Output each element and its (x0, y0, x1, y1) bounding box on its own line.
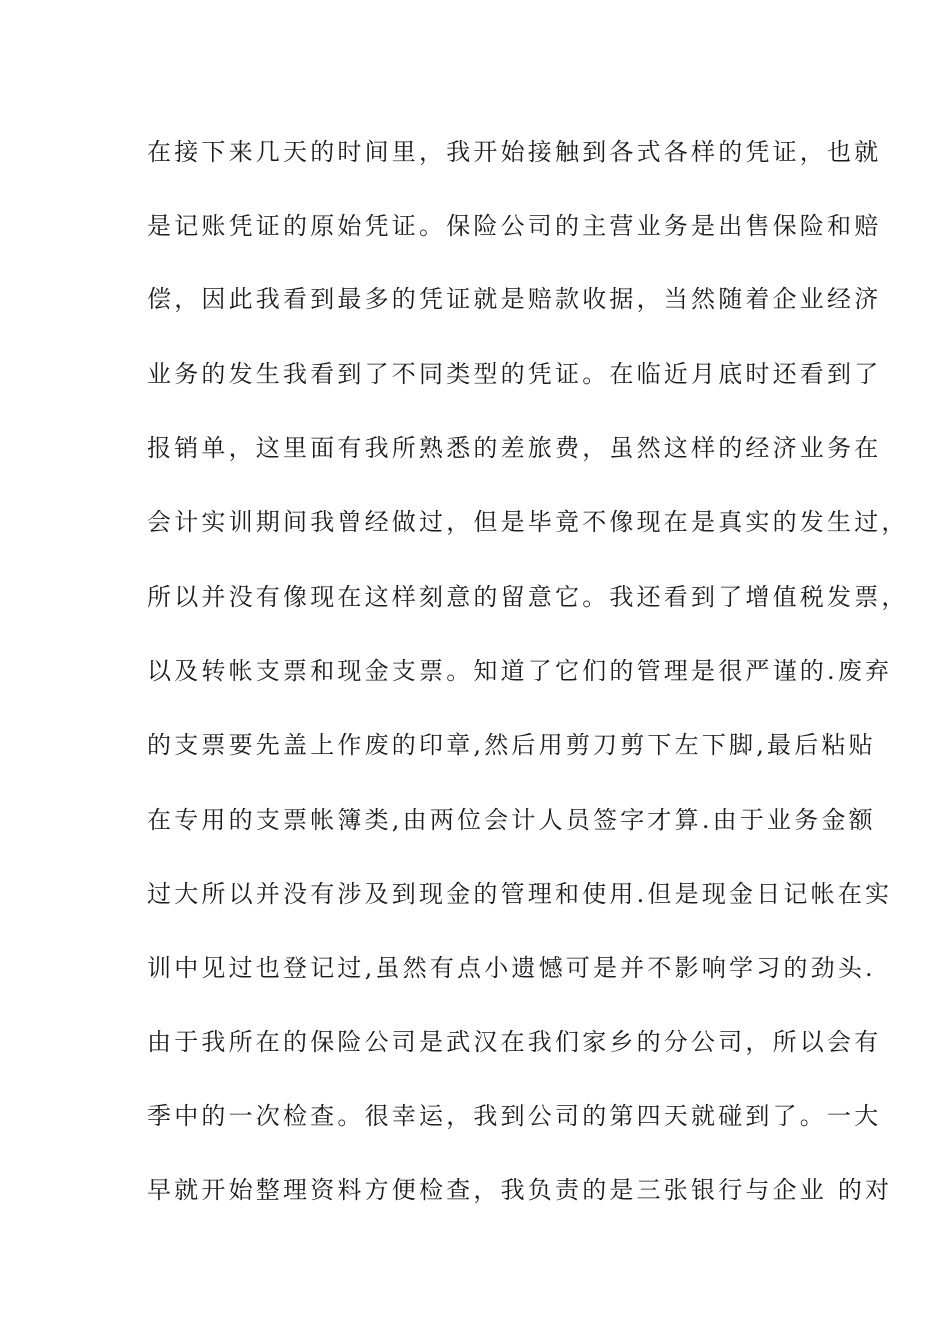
text-line-14: 季中的一次检查。很幸运，我到公司的第四天就碰到了。一大 (147, 1102, 882, 1130)
text-line-11: 过大所以并没有涉及到现金的管理和使用.但是现金日记帐在实 (147, 880, 893, 908)
text-line-6: 会计实训期间我曾经做过，但是毕竟不像现在是真实的发生过， (147, 508, 909, 536)
text-line-1: 在接下来几天的时间里，我开始接触到各式各样的凭证，也就 (147, 138, 882, 166)
text-line-13: 由于我所在的保险公司是武汉在我们家乡的分公司，所以会有 (147, 1028, 882, 1056)
text-line-9: 的支票要先盖上作废的印章,然后用剪刀剪下左下脚,最后粘贴 (147, 731, 876, 759)
text-line-10: 在专用的支票帐簿类,由两位会计人员签字才算.由于业务金额 (147, 806, 876, 834)
text-line-2: 是记账凭证的原始凭证。保险公司的主营业务是出售保险和赔 (147, 212, 882, 240)
text-line-3: 偿，因此我看到最多的凭证就是赔款收据，当然随着企业经济 (147, 285, 882, 313)
text-line-5: 报销单，这里面有我所熟悉的差旅费，虽然这样的经济业务在 (147, 434, 882, 462)
text-line-7: 所以并没有像现在这样刻意的留意它。我还看到了增值税发票， (147, 583, 909, 611)
text-line-8: 以及转帐支票和现金支票。知道了它们的管理是很严谨的.废弃 (147, 657, 893, 685)
text-line-12: 训中见过也登记过,虽然有点小遗憾可是并不影响学习的劲头. (147, 954, 876, 982)
text-line-15: 早就开始整理资料方便检查，我负责的是三张银行与企业 的对 (147, 1176, 893, 1204)
text-line-4: 业务的发生我看到了不同类型的凭证。在临近月底时还看到了 (147, 360, 882, 388)
